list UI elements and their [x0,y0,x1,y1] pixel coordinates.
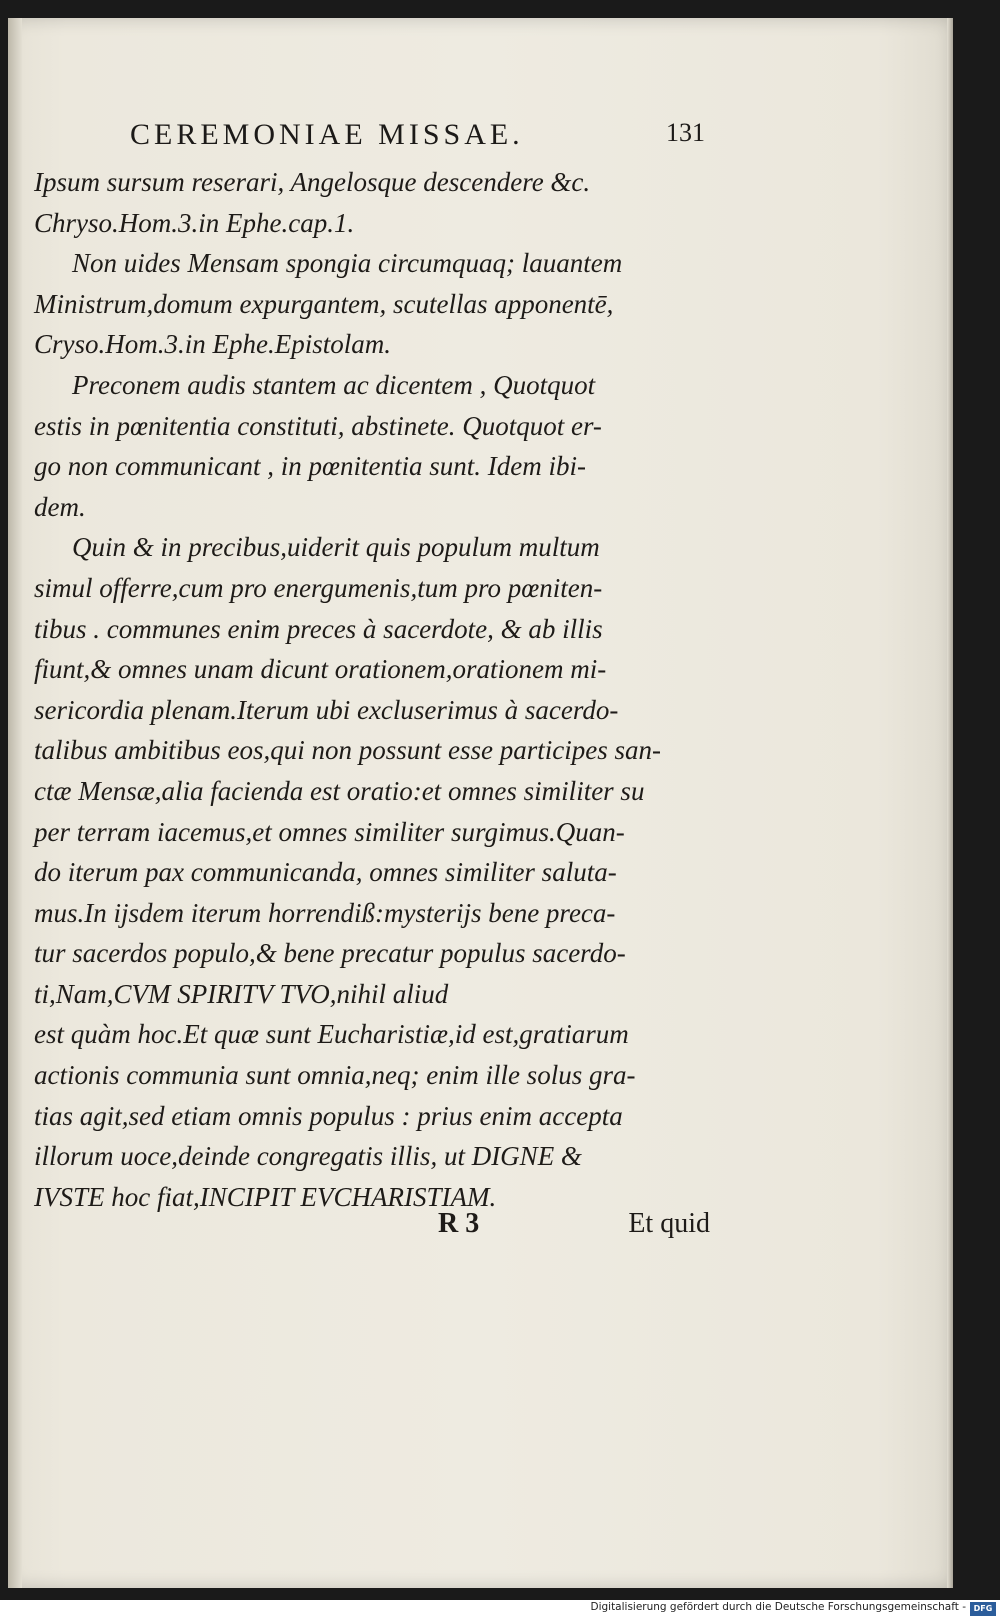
text-line: Ipsum sursum reserari, Angelosque descendere &c. [34,167,591,197]
running-title: CEREMONIAE MISSAE. [130,118,524,151]
text-line: per terram iacemus,et omnes similiter surgimus.Quan- [34,816,625,847]
text-line: Chryso.Hom.3.in Ephe.cap.1. [34,207,355,238]
text-line: actionis communia sunt omnia,neq; enim ille solus gra- [34,1060,636,1091]
body-text [34,162,710,1217]
text-line: tias agit,sed etiam omnis populus : prius enim accepta [34,1100,623,1131]
text-line: go non communicant , in pœnitentia sunt. Idem ibi- [34,451,586,482]
text-line: simul offerre,cum pro energumenis,tum pro pœniten- [34,572,603,603]
catchword: Et quid [628,1208,710,1239]
text-line: IVSTE hoc fiat,INCIPIT EVCHARISTIAM. [34,1181,497,1212]
text-line: tur sacerdos populo,& bene precatur populus sacerdo- [34,938,626,969]
text-line: Ministrum,domum expurgantem, scutellas apponentē, [34,288,614,319]
text-line: fiunt,& omnes unam dicunt orationem,orationem mi- [34,654,607,685]
credit-text: Digitalisierung gefördert durch die Deutsche Forschungsgemeinschaft - [590,1601,966,1613]
page-footer [438,1208,710,1248]
text-line: Non uides Mensam spongia circumquaq; lauantem [72,248,623,279]
page-header [130,118,705,158]
page-edge [947,18,953,1588]
text-line: Cryso.Hom.3.in Ephe.Epistolam. [34,329,391,360]
text-line: ti,Nam,CVM SPIRITV TVO,nihil aliud [34,978,449,1009]
folio-number: 131 [666,118,705,147]
text-line: illorum uoce,deinde congregatis illis, ut DIGNE & [34,1141,582,1172]
dfg-logo: DFG [970,1602,996,1616]
text-line: do iterum pax communicanda, omnes similiter saluta- [34,857,617,888]
text-line: talibus ambitibus eos,qui non possunt esse participes san- [34,735,661,766]
text-line: dem. [34,491,86,522]
credit-bar [0,1600,1000,1618]
text-line: tibus . communes enim preces à sacerdote, & ab illis [34,613,603,644]
text-line: Preconem audis stantem ac dicentem , Quotquot [72,369,596,400]
text-line: est quàm hoc.Et quæ sunt Eucharistiæ,id est,gratiarum [34,1019,629,1050]
text-line: ctæ Mensæ,alia facienda est oratio:et omnes similiter su [34,775,645,806]
text-line: mus.In ijsdem iterum horrendiß:mysterijs bene preca- [34,897,616,928]
text-line: estis in pœnitentia constituti, abstinete. Quotquot er- [34,410,602,441]
text-line: sericordia plenam.Iterum ubi excluserimus à sacerdo- [34,694,619,725]
page-gutter [8,18,22,1588]
text-line: Quin & in precibus,uiderit quis populum multum [72,532,600,563]
signature-mark: R 3 [438,1208,480,1239]
